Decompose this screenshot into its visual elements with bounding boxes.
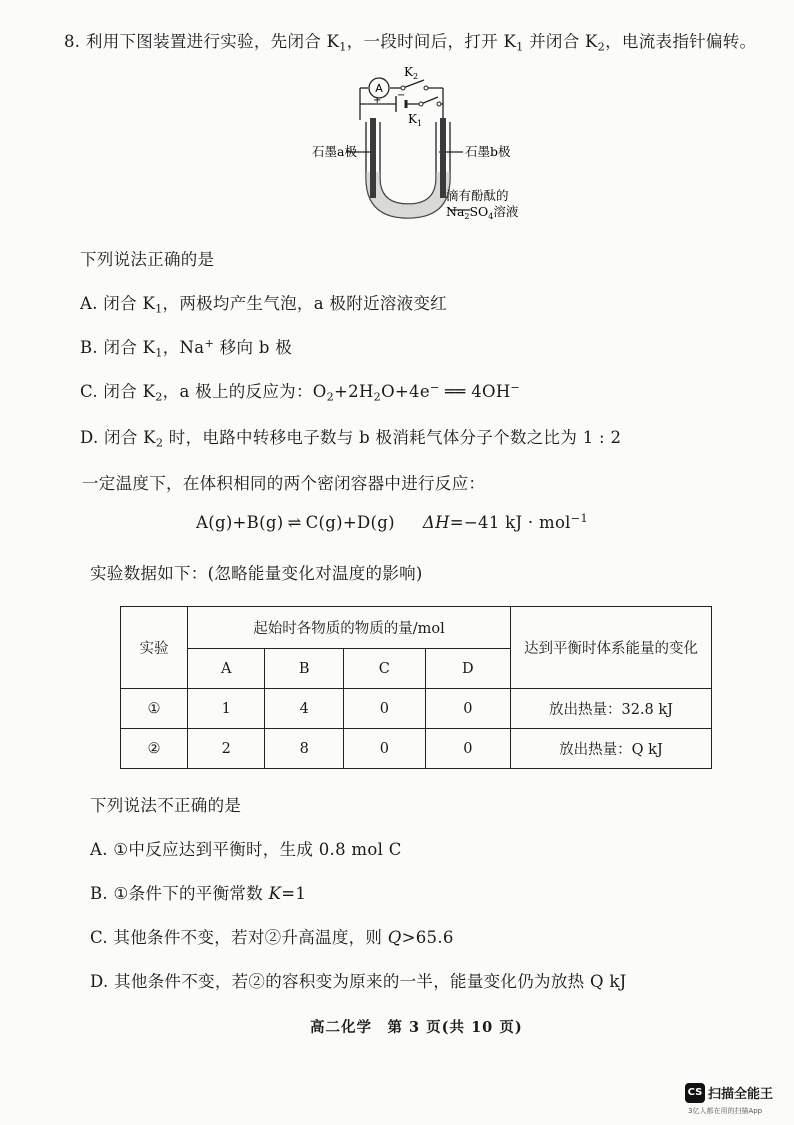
- cell-d: 0: [425, 689, 510, 729]
- cell-c: 0: [344, 689, 426, 729]
- q9-stem: 一定温度下，在体积相同的两个密闭容器中进行反应：: [82, 474, 486, 493]
- q9-option-d: D. 其他条件不变，若②的容积变为原来的一半，能量变化仍为放热 Q kJ: [90, 972, 627, 991]
- col-header-a: A: [188, 649, 265, 689]
- header-energy-change: 达到平衡时体系能量的变化: [511, 607, 712, 689]
- solution-fill: [366, 172, 450, 218]
- camscanner-tagline: 3亿人都在用的扫描App: [688, 1107, 763, 1115]
- k2-contact-right: [424, 86, 428, 90]
- q8-prompt: 下列说法正确的是: [80, 250, 215, 269]
- q8-stem: 8. 利用下图装置进行实验，先闭合 $K_1$，一段时间后，打开 $K_1$ 并闭合 $K_2$，电流表指针偏转。: [64, 32, 757, 54]
- k2-label: $K_2$: [404, 65, 419, 81]
- col-header-c: C: [344, 649, 426, 689]
- solution-label-line2: $Na_2SO_4$溶液: [446, 204, 519, 221]
- cell-d: 0: [425, 729, 510, 769]
- cell-a: 2: [188, 729, 265, 769]
- header-initial-amounts: 起始时各物质的物质的量/mol: [188, 607, 511, 649]
- cell-c: 0: [344, 729, 426, 769]
- ammeter-label: A: [375, 82, 383, 95]
- q9-option-c: C. 其他条件不变，若对②升高温度，则 Q>65.6: [90, 928, 454, 947]
- electrode-a-label: 石墨a极: [312, 144, 357, 159]
- camscanner-logo: [685, 1082, 773, 1103]
- row-id: ①: [121, 689, 188, 729]
- solution-label-line1: 滴有酚酞的: [446, 188, 509, 203]
- q8-option-a: A. 闭合 $K_1$，两极均产生气泡，a 极附近溶液变红: [80, 294, 448, 316]
- k1-label: $K_1$: [408, 112, 423, 128]
- camscanner-mark-icon: CS: [685, 1083, 705, 1103]
- table-row: [121, 689, 712, 729]
- k1-contact-right: [437, 102, 441, 106]
- q8-option-b: B. 闭合 $K_1$，Na+ 移向 b 极: [80, 336, 293, 360]
- col-header-d: D: [425, 649, 510, 689]
- q9-option-a: A. ①中反应达到平衡时，生成 0.8 mol C: [90, 840, 402, 859]
- col-header-b: B: [265, 649, 344, 689]
- cell-a: 1: [188, 689, 265, 729]
- q9-data-intro: 实验数据如下：(忽略能量变化对温度的影响): [90, 564, 423, 583]
- cell-energy: 放出热量：32.8 kJ: [511, 689, 712, 729]
- electrode-b-label: 石墨b极: [465, 144, 511, 159]
- plus-sign: +: [373, 95, 382, 106]
- q8-option-c: C. 闭合 $K_2$，a 极上的反应为：$O_2+2H_2O+4e^-$ ══ 4OH−: [80, 380, 521, 404]
- table-row: [121, 729, 712, 769]
- q9-equation: A(g)+B(g) ⇌ C(g)+D(g) ΔH=−41 kJ · mol$^{-1}$: [196, 512, 588, 533]
- graphite-electrode-b: [440, 118, 446, 198]
- camscanner-name: 扫描全能王: [708, 1087, 774, 1102]
- row-id: ②: [121, 729, 188, 769]
- electrolysis-apparatus-diagram: [300, 60, 540, 230]
- header-experiment: 实验: [121, 607, 188, 689]
- experiment-data-table: [120, 606, 712, 769]
- cell-b: 4: [265, 689, 344, 729]
- minus-sign: −: [397, 90, 406, 101]
- q9-option-b: B. ①条件下的平衡常数 K=1: [90, 884, 307, 903]
- k1-contact-left: [419, 102, 423, 106]
- cell-b: 8: [265, 729, 344, 769]
- q9-prompt: 下列说法不正确的是: [90, 796, 242, 815]
- cell-energy: 放出热量：Q kJ: [511, 729, 712, 769]
- graphite-electrode-a: [370, 118, 376, 198]
- page-footer: 高二化学 第 3 页(共 10 页): [310, 1019, 523, 1036]
- q8-option-d: D. 闭合 $K_2$ 时，电路中转移电子数与 b 极消耗气体分子个数之比为 1 : 2: [80, 428, 622, 450]
